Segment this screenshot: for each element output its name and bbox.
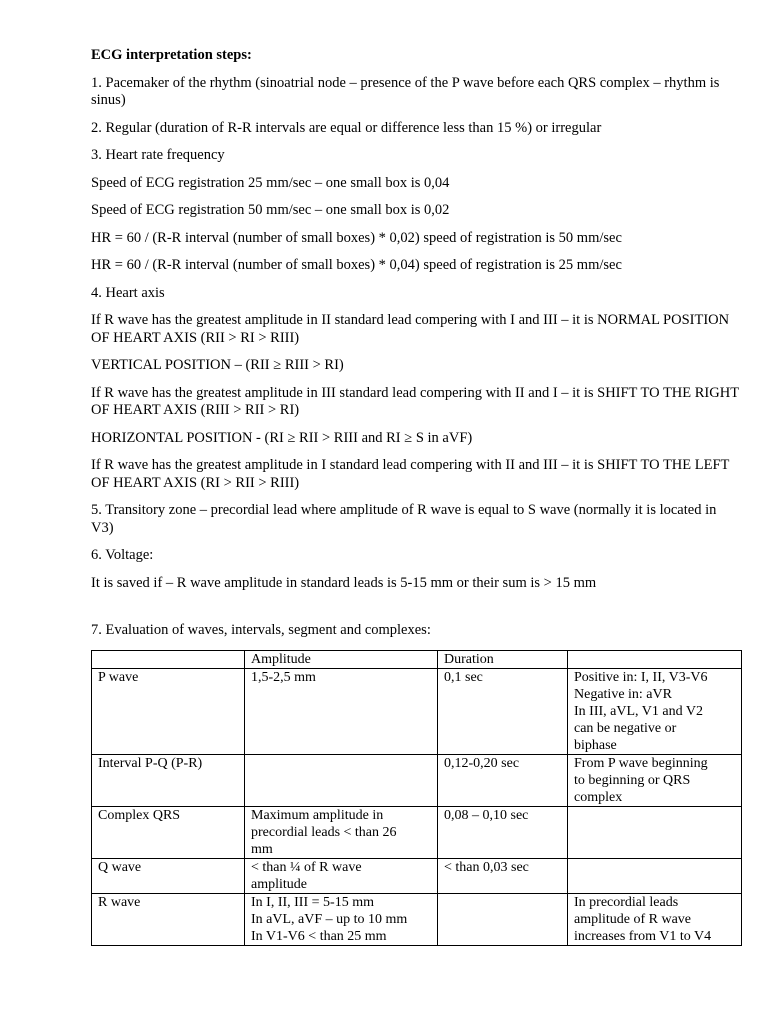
row-name-cell: Complex QRS	[92, 806, 245, 858]
paragraph-1: 1. Pacemaker of the rhythm (sinoatrial node – presence of the P wave before each QRS complex – rhythm is sinus)	[91, 74, 720, 108]
paragraph-4: Speed of ECG registration 25 mm/sec – one small box is 0,04	[91, 174, 450, 191]
row-name-cell: P wave	[92, 668, 245, 754]
notes-line: In precordial leads	[574, 894, 679, 910]
table-row	[92, 668, 742, 754]
notes-line: From P wave beginning	[574, 755, 708, 771]
paragraph-17: 7. Evaluation of waves, intervals, segment and complexes:	[91, 622, 431, 638]
notes-line: amplitude of R wave	[574, 911, 692, 927]
document-title: ECG interpretation steps:	[91, 47, 252, 63]
notes-line: In III, aVL, V1 and V2	[574, 703, 703, 719]
notes-line: Positive in: I, II, V3-V6	[574, 669, 708, 685]
amplitude-cell	[245, 893, 438, 945]
row-name-cell: R wave	[92, 893, 245, 945]
notes-cell	[568, 893, 742, 945]
notes-cell	[568, 754, 742, 806]
table-row	[92, 893, 742, 945]
amplitude-cell	[245, 754, 438, 806]
notes-line: biphase	[574, 737, 617, 753]
paragraph-3: 3. Heart rate frequency	[91, 147, 225, 163]
paragraph-6: HR = 60 / (R-R interval (number of small boxes) * 0,02) speed of registration is 50 mm/sec	[91, 229, 622, 246]
table-row	[92, 858, 742, 893]
notes-cell	[568, 858, 742, 893]
document-page	[91, 47, 741, 946]
paragraph-2: 2. Regular (duration of R-R intervals are equal or difference less than 15 %) or irregular	[91, 119, 602, 136]
header-cell-amplitude: Amplitude	[245, 650, 438, 668]
table-header-row	[92, 650, 742, 668]
notes-line: complex	[574, 789, 623, 805]
amplitude-line: In aVL, aVF – up to 10 mm	[251, 911, 408, 927]
paragraph-5: Speed of ECG registration 50 mm/sec – one small box is 0,02	[91, 202, 450, 218]
amplitude-line: Maximum amplitude in	[251, 807, 384, 823]
amplitude-cell	[245, 806, 438, 858]
table-row	[92, 806, 742, 858]
amplitude-cell	[245, 858, 438, 893]
amplitude-line: 1,5-2,5 mm	[251, 669, 316, 685]
header-cell-blank	[92, 650, 245, 668]
notes-line: increases from V1 to V4	[574, 928, 712, 944]
header-cell-notes	[568, 650, 742, 668]
paragraph-7: HR = 60 / (R-R interval (number of small boxes) * 0,04) speed of registration is 25 mm/sec	[91, 257, 622, 273]
row-name-cell: Interval P-Q (P-R)	[92, 754, 245, 806]
duration-cell: 0,12-0,20 sec	[438, 754, 568, 806]
paragraph-10: VERTICAL POSITION – (RII ≥ RIII > RI)	[91, 357, 344, 373]
evaluation-table	[91, 650, 742, 946]
duration-cell: 0,08 – 0,10 sec	[438, 806, 568, 858]
notes-line: to beginning or QRS	[574, 772, 691, 788]
paragraph-15: 6. Voltage:	[91, 547, 154, 563]
amplitude-cell	[245, 668, 438, 754]
paragraph-16: It is saved if – R wave amplitude in standard leads is 5-15 mm or their sum is > 15 mm	[91, 574, 597, 591]
amplitude-line: mm	[251, 841, 273, 857]
paragraph-8: 4. Heart axis	[91, 284, 165, 301]
amplitude-line: In V1-V6 < than 25 mm	[251, 928, 387, 944]
duration-cell	[438, 893, 568, 945]
blank-line	[91, 602, 741, 622]
duration-cell: < than 0,03 sec	[438, 858, 568, 893]
amplitude-line: In I, II, III = 5-15 mm	[251, 894, 374, 910]
paragraph-12: HORIZONTAL POSITION - (RI ≥ RII > RIII and RI ≥ S in aVF)	[91, 429, 473, 446]
notes-line: Negative in: aVR	[574, 686, 672, 702]
notes-cell	[568, 668, 742, 754]
paragraph-14: 5. Transitory zone – precordial lead where amplitude of R wave is equal to S wave (normally it is located in V3)	[91, 502, 717, 536]
amplitude-line: precordial leads < than 26	[251, 824, 397, 840]
paragraph-13: If R wave has the greatest amplitude in I standard lead compering with II and III – it is SHIFT TO THE LEFT OF HEART AXIS (RI > RII > RIII)	[91, 457, 730, 491]
row-name-cell: Q wave	[92, 858, 245, 893]
notes-line: can be negative or	[574, 720, 677, 736]
amplitude-line: < than ¼ of R wave	[251, 859, 362, 875]
notes-cell	[568, 806, 742, 858]
table-row	[92, 754, 742, 806]
paragraph-9: If R wave has the greatest amplitude in II standard lead compering with I and III – it is NORMAL POSITION OF HEART AXIS (RII > RI > RIII)	[91, 312, 730, 346]
header-cell-duration: Duration	[438, 650, 568, 668]
amplitude-line: amplitude	[251, 876, 307, 892]
paragraph-11: If R wave has the greatest amplitude in III standard lead compering with II and I – it is SHIFT TO THE RIGHT OF HEART AXIS (RIII > RII > RI)	[91, 384, 739, 418]
duration-cell: 0,1 sec	[438, 668, 568, 754]
